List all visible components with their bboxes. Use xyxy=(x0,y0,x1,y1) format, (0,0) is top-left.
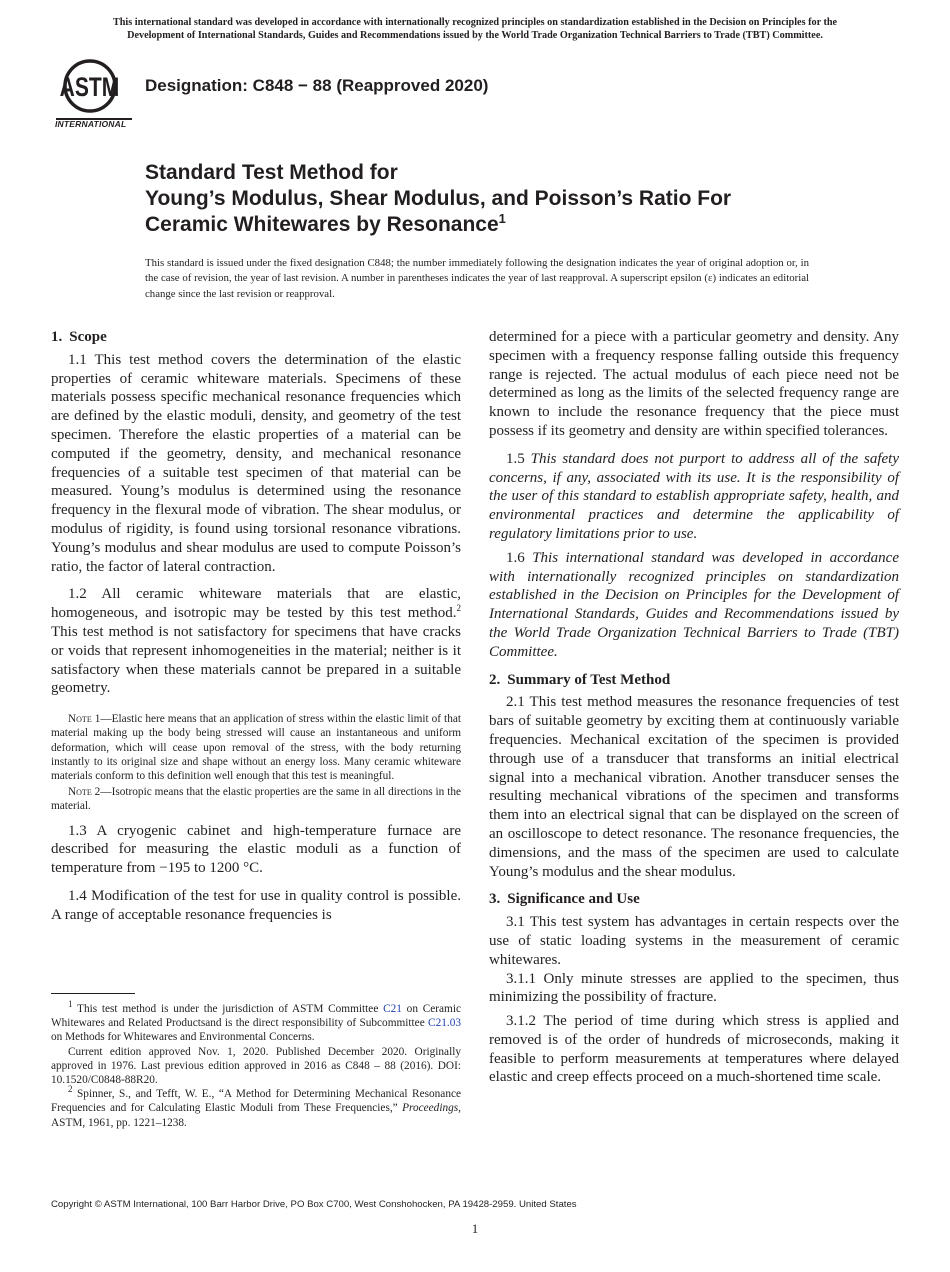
footnote-ref-2: 2 xyxy=(456,603,461,614)
astm-logo xyxy=(52,56,136,134)
title-line3: Ceramic Whitewares by Resonance xyxy=(145,213,499,236)
left-column xyxy=(51,328,461,925)
copyright-notice: Copyright © ASTM International, 100 Barr Harbor Drive, PO Box C700, West Conshohocken, PA 19428-2959. United States xyxy=(51,1199,577,1210)
wto-notice xyxy=(40,16,910,42)
paragraph-1-6: 1.6 This international standard was developed in accordance with internationally recognized principles on standardization established in the Decision on Principles for the Development of International Standards, Guides and Recommendations issued by the World Trade Organization Technical Barriers to Trade (TBT) Committee. xyxy=(489,549,899,660)
paragraph-1-4-start: 1.4 Modification of the test for use in quality control is possible. A range of acceptable resonance frequencies is xyxy=(51,887,461,923)
right-column xyxy=(489,328,899,1087)
note-2: Note 2—Isotropic means that the elastic properties are the same in all directions in the material. xyxy=(51,786,462,813)
paragraph-3-1-1: 3.1.1 Only minute stresses are applied to the specimen, thus minimizing the possibility of fracture. xyxy=(489,970,899,1006)
footnote-1: $^1$ This test method is under the jurisdiction of ASTM Committee C21 on Ceramic Whitewares and Related Productsand is the direct responsibility of Subcommittee C21.03 on Methods for Whitewares and Environmental Concerns. xyxy=(51,999,461,1044)
link-c21-03[interactable]: C21.03 xyxy=(428,1017,461,1030)
svg-text:ASTM: ASTM xyxy=(59,72,120,103)
title-line1: Standard Test Method for xyxy=(145,161,398,184)
link-c21[interactable]: C21 xyxy=(383,1003,402,1015)
paragraph-1-4-cont: determined for a piece with a particular geometry and density. Any specimen with a frequency response falling outside this frequency range is rejected. The actual modulus of each piece need not be determined as long as the limits of the selected frequency range are known to include the resonance frequency that the piece must possess if its geometry and density are within specified tolerances. xyxy=(489,329,899,439)
section-1-heading: 1. Scope xyxy=(51,329,107,345)
footnote-1-edition: Current edition approved Nov. 1, 2020. Published December 2020. Originally approved in 1976. Last previous edition approved in 2016 as C848 – 88 (2016). DOI: 10.1520/C0848-88R20. xyxy=(51,1045,461,1087)
paragraph-1-1: 1.1 This test method covers the determination of the elastic properties of ceramic whiteware materials. Specimens of these materials possess specific mechanical resonance frequencies which are defined by the elastic moduli, density, and geometry of the test specimen. Therefore the elastic properties of a material can be computed if the geometry, density, and mechanical resonance frequencies of a suitable test specimen of that material can be measured. Young’s modulus is determined using the resonance frequency in the flexural mode of vibration. The shear modulus, or modulus of rigidity, is found using torsional resonance vibrations. Young’s modulus and shear modulus are used to compute Poisson’s ratio, the factor of lateral contraction. xyxy=(51,351,461,575)
footnotes xyxy=(51,999,461,1130)
paragraph-1-5: 1.5 This standard does not purport to address all of the safety concerns, if any, associated with its use. It is the responsibility of the user of this standard to establish appropriate safety, health, and environmental practices and determine the applicability of regulatory limitations prior to use. xyxy=(489,450,900,542)
paragraph-3-1-2: 3.1.2 The period of time during which stress is applied and removed is of the order of hundreds of microseconds, making it feasible to perform measurements at temperatures where delayed elastic and creep effects proceed on a much-shortened time scale. xyxy=(489,1013,899,1086)
wto-notice-line1: This international standard was developed in accordance with internationally recognized principles on standardization established in the Decision on Principles for the xyxy=(112,17,838,28)
designation: Designation: C848 − 88 (Reapproved 2020) xyxy=(145,76,489,95)
footnote-divider xyxy=(51,993,135,994)
footnote-2: $^2$ Spinner, S., and Tefft, W. E., “A Method for Determining Mechanical Resonance Frequencies and for Calculating Elastic Moduli from These Frequencies,” Proceedings, ASTM, 1961, pp. 1221–1238. xyxy=(51,1084,461,1129)
paragraph-1-3: 1.3 A cryogenic cabinet and high-temperature furnace are described for measuring the elastic moduli as a function of temperature from −195 to 1200 °C. xyxy=(51,822,461,877)
logo-international-text: INTERNATIONAL xyxy=(55,119,127,129)
paragraph-3-1: 3.1 This test system has advantages in certain respects over the use of static loading systems in the measurement of ceramic whitewares. xyxy=(489,914,899,968)
wto-notice-line2: Development of International Standards, Guides and Recommendations issued by the World Trade Organization Technical Barriers to Trade (TBT) Committee. xyxy=(127,30,823,41)
paragraph-2-1: 2.1 This test method measures the resonance frequencies of test bars of suitable geometry by exciting them at continuously variable frequencies. Mechanical excitation of the specimen is provided through use of a transducer that transforms an initial electrical signal into a mechanical vibration. Another transducer senses the resulting mechanical vibrations of the specimen and transforms them into an electrical signal that can be displayed on the screen of an oscilloscope to detect resonance. The resonance frequencies, the dimensions, and the mass of the specimen are used to calculate Young’s modulus and the shear modulus. xyxy=(489,694,899,880)
section-3-heading: 3. Significance and Use xyxy=(489,891,640,908)
title-line2: Young’s Modulus, Shear Modulus, and Poisson’s Ratio For xyxy=(145,187,732,210)
note-1: Note 1—Elastic here means that an application of stress within the elastic limit of that material making up the body being stressed will cause an instantaneous and uniform deformation, which will cease upon removal of the stress, with the body returning instantly to its original size and shape without an energy loss. Many ceramic whiteware materials conform to this definition well enough that this test is meaningful. xyxy=(51,713,461,782)
section-2-heading: 2. Summary of Test Method xyxy=(489,671,671,688)
title-footnote-ref: 1 xyxy=(498,211,506,226)
intro-paragraph: This standard is issued under the fixed designation C848; the number immediately following the designation indicates the year of original adoption or, in the case of revision, the year of last revision. A number in parentheses indicates the year of last reapproval. A superscript epsilon (ε) indicates an editorial change since the last revision or reapproval. xyxy=(145,257,809,300)
paragraph-1-2: 1.2 All ceramic whiteware materials that are elastic, homogeneous, and isotropic may be tested by this test method.$^2$ This test method is not satisfactory for specimens that have cracks or voids that represent inhomogeneities in the material; neither is it satisfactory when these materials cannot be prepared in a suitable geometry. xyxy=(51,586,461,697)
page-number: 1 xyxy=(471,1221,479,1236)
page-title xyxy=(145,160,865,238)
